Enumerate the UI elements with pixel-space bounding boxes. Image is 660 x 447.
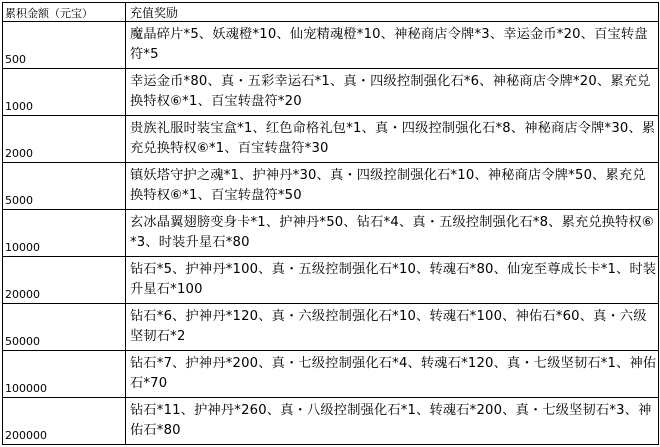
reward-cell: 钻石*5、护神丹*100、真・五级控制强化石*10、转魂石*80、仙宠至尊成长卡*1、时装升星石*100 (126, 257, 659, 304)
table-row (3, 351, 659, 398)
amount-cell: 2000 (3, 116, 126, 163)
amount-cell: 100000 (3, 351, 126, 398)
amount-cell: 200000 (3, 398, 126, 445)
table-row (3, 69, 659, 116)
table-row (3, 210, 659, 257)
reward-cell: 魔晶碎片*5、妖魂橙*10、仙宠精魂橙*10、神秘商店令牌*3、幸运金币*20、百宝转盘符*5 (126, 22, 659, 69)
table-row (3, 116, 659, 163)
header-amount: 累积金额（元宝） (3, 3, 126, 22)
header-reward: 充值奖励 (126, 3, 659, 22)
amount-cell: 10000 (3, 210, 126, 257)
table-row (3, 163, 659, 210)
amount-cell: 20000 (3, 257, 126, 304)
reward-cell: 镇妖塔守护之魂*1、护神丹*30、真・四级控制强化石*10、神秘商店令牌*50、累充兑换特权⑥*1、百宝转盘符*50 (126, 163, 659, 210)
reward-cell: 玄冰晶翼翅膀变身卡*1、护神丹*50、钻石*4、真・五级控制强化石*8、累充兑换特权⑥*3、时装升星石*80 (126, 210, 659, 257)
table-row (3, 257, 659, 304)
amount-cell: 50000 (3, 304, 126, 351)
amount-cell: 5000 (3, 163, 126, 210)
reward-cell: 钻石*7、护神丹*200、真・七级控制强化石*4、转魂石*120、真・七级坚韧石*1、神佑石*70 (126, 351, 659, 398)
reward-cell: 幸运金币*80、真・五彩幸运石*1、真・四级控制强化石*6、神秘商店令牌*20、累充兑换特权⑥*1、百宝转盘符*20 (126, 69, 659, 116)
amount-cell: 1000 (3, 69, 126, 116)
table-row (3, 304, 659, 351)
reward-cell: 钻石*6、护神丹*120、真・六级控制强化石*10、转魂石*100、神佑石*60、真・六级坚韧石*2 (126, 304, 659, 351)
reward-cell: 贵族礼服时装宝盒*1、红色命格礼包*1、真・四级控制强化石*8、神秘商店令牌*30、累充兑换特权⑥*1、百宝转盘符*30 (126, 116, 659, 163)
table-row (3, 22, 659, 69)
table-header-row (3, 3, 659, 22)
amount-cell: 500 (3, 22, 126, 69)
reward-table (2, 2, 659, 445)
reward-cell: 钻石*11、护神丹*260、真・八级控制强化石*1、转魂石*200、真・七级坚韧石*3、神佑石*80 (126, 398, 659, 445)
table-row (3, 398, 659, 445)
